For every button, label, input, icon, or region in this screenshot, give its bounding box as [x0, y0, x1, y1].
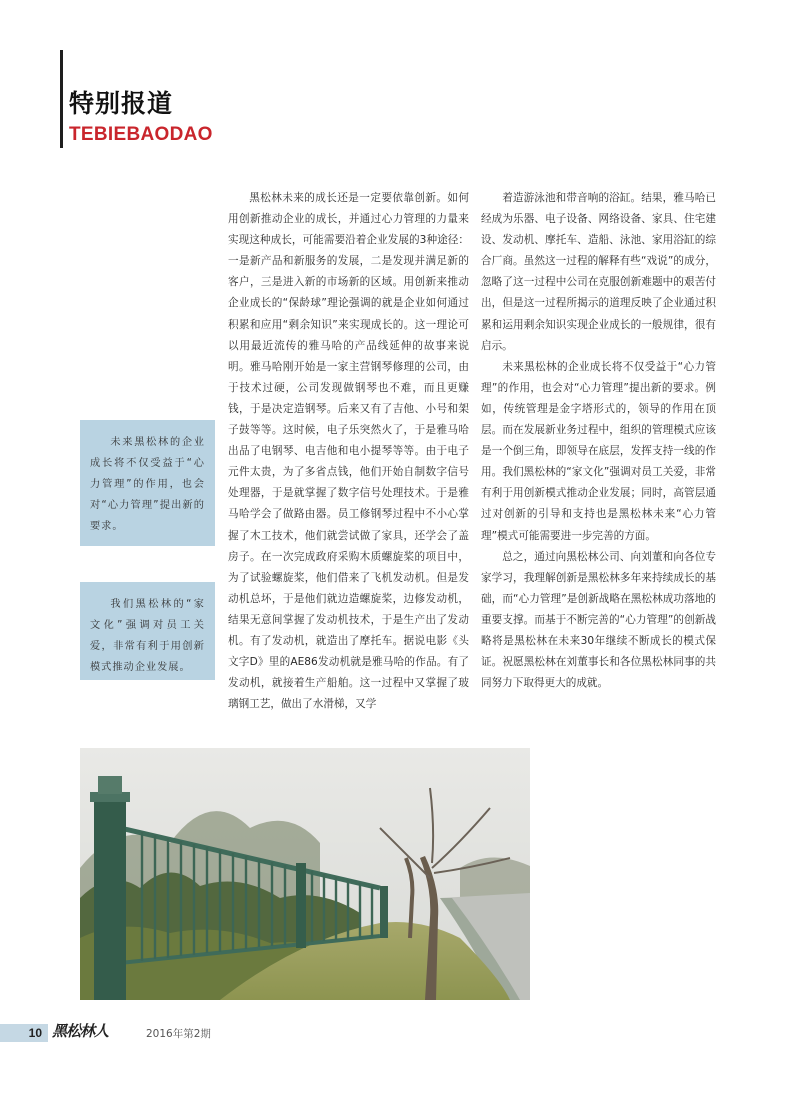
article-paragraph: 黑松林未来的成长还是一定要依靠创新。如何用创新推动企业的成长，并通过心力管理的力量来实现这种成长，可能需要沿着企业发展的3种途径：一是新产品和新服务的发展，二是发现并满足新的客户，三是进入新的市场新的区域。用创新来推动企业成长的“保龄球”理论强调的就是企业如何通过积累和应用“剩余知识”来实现成长的。这一理论可以用最近流传的雅马哈的产品线延伸的故事来说明。雅马哈刚开始是一家主营钢琴修理的公司，由于技术过硬，公司发现做钢琴也不难，而且更赚钱，于是决定造钢琴。后来又有了吉他、小号和架子鼓等等。这时候，电子乐突然火了，于是雅马哈出品了电钢琴、电吉他和电小提琴等等。由于电子元件太贵，为了多省点钱，他们开始自制数字信号处理器，于是就掌握了数字信号处理技术。于是雅马哈学会了做路由器。员工修钢琴过程中不小心掌握了木工技术，他们就尝试做了家具，还学会了盖房子。在一次完成政府采购木质螺旋桨的项目中，为了试验螺旋桨，他们借来了飞机发动机。但是发动机总坏，于是他们就边造螺旋桨，边修发动机，结果无意间掌握了发动机技术，于是生产出了发动机。有了发动机，就造出了摩托车。据说电影《头文字D》里的AE86发动机就是雅马哈的作品。有了发动机，就接着生产船舶。这一过程中又掌握了玻璃钢工艺，做出了水滑梯，又学 — [228, 192, 469, 711]
article-paragraph: 着造游泳池和带音响的浴缸。结果，雅马哈已经成为乐器、电子设备、网络设备、家具、住宅建设、发动机、摩托车、造船、泳池、家用浴缸的综合厂商。虽然这一过程的解释有些“戏说”的成分，忽略了这一过程中公司在克服创新难题中的艰苦付出，但是这一过程所揭示的道理反映了企业通过积累和运用剩余知识实现企业成长的一般规律，很有启示。 — [481, 192, 716, 352]
article-paragraph: 未来黑松林的企业成长将不仅受益于“心力管理”的作用，也会对“心力管理”提出新的要求。例如，传统管理是金字塔形式的，领导的作用在顶层。而在发展新业务过程中，组织的管理模式应该是一个倒三角，即领导在底层，发挥支持一线的作用。我们黑松林的“家文化”强调对员工关爱，非常有利于用创新模式推动企业发展；同时，高管层通过对创新的引导和支持也是黑松林未来“心力管理”模式可能需要进一步完善的方面。 — [481, 360, 716, 542]
magazine-logo: 黑松林人 — [52, 1022, 109, 1040]
section-subtitle: TEBIEBAODAO — [69, 124, 213, 145]
section-title: 特别报道 — [69, 89, 174, 118]
article-column-left — [228, 188, 469, 715]
header-accent-bar — [60, 50, 63, 148]
page-number: 10 — [0, 1024, 48, 1042]
pull-quote-1 — [80, 420, 215, 546]
fence-and-trees-photo — [80, 748, 530, 1000]
pull-quote-text: 我们黑松林的“家文化”强调对员工关爱，非常有利于用创新模式推动企业发展。 — [90, 599, 205, 673]
article-column-right — [481, 188, 716, 694]
article-paragraph: 总之，通过向黑松林公司、向刘董和向各位专家学习，我理解创新是黑松林多年来持续成长的基础，而“心力管理”是创新战略在黑松林成功落地的重要支撑。而基于不断完善的“心力管理”的创新战略将是黑松林在未来30年继续不断成长的模式保证。祝愿黑松林在刘董事长和各位黑松林同事的共同努力下取得更大的成就。 — [481, 550, 716, 690]
issue-label: 2016年第2期 — [146, 1028, 211, 1040]
pull-quote-2 — [80, 582, 215, 680]
pull-quote-text: 未来黑松林的企业成长将不仅受益于“心力管理”的作用，也会对“心力管理”提出新的要求。 — [90, 437, 205, 532]
